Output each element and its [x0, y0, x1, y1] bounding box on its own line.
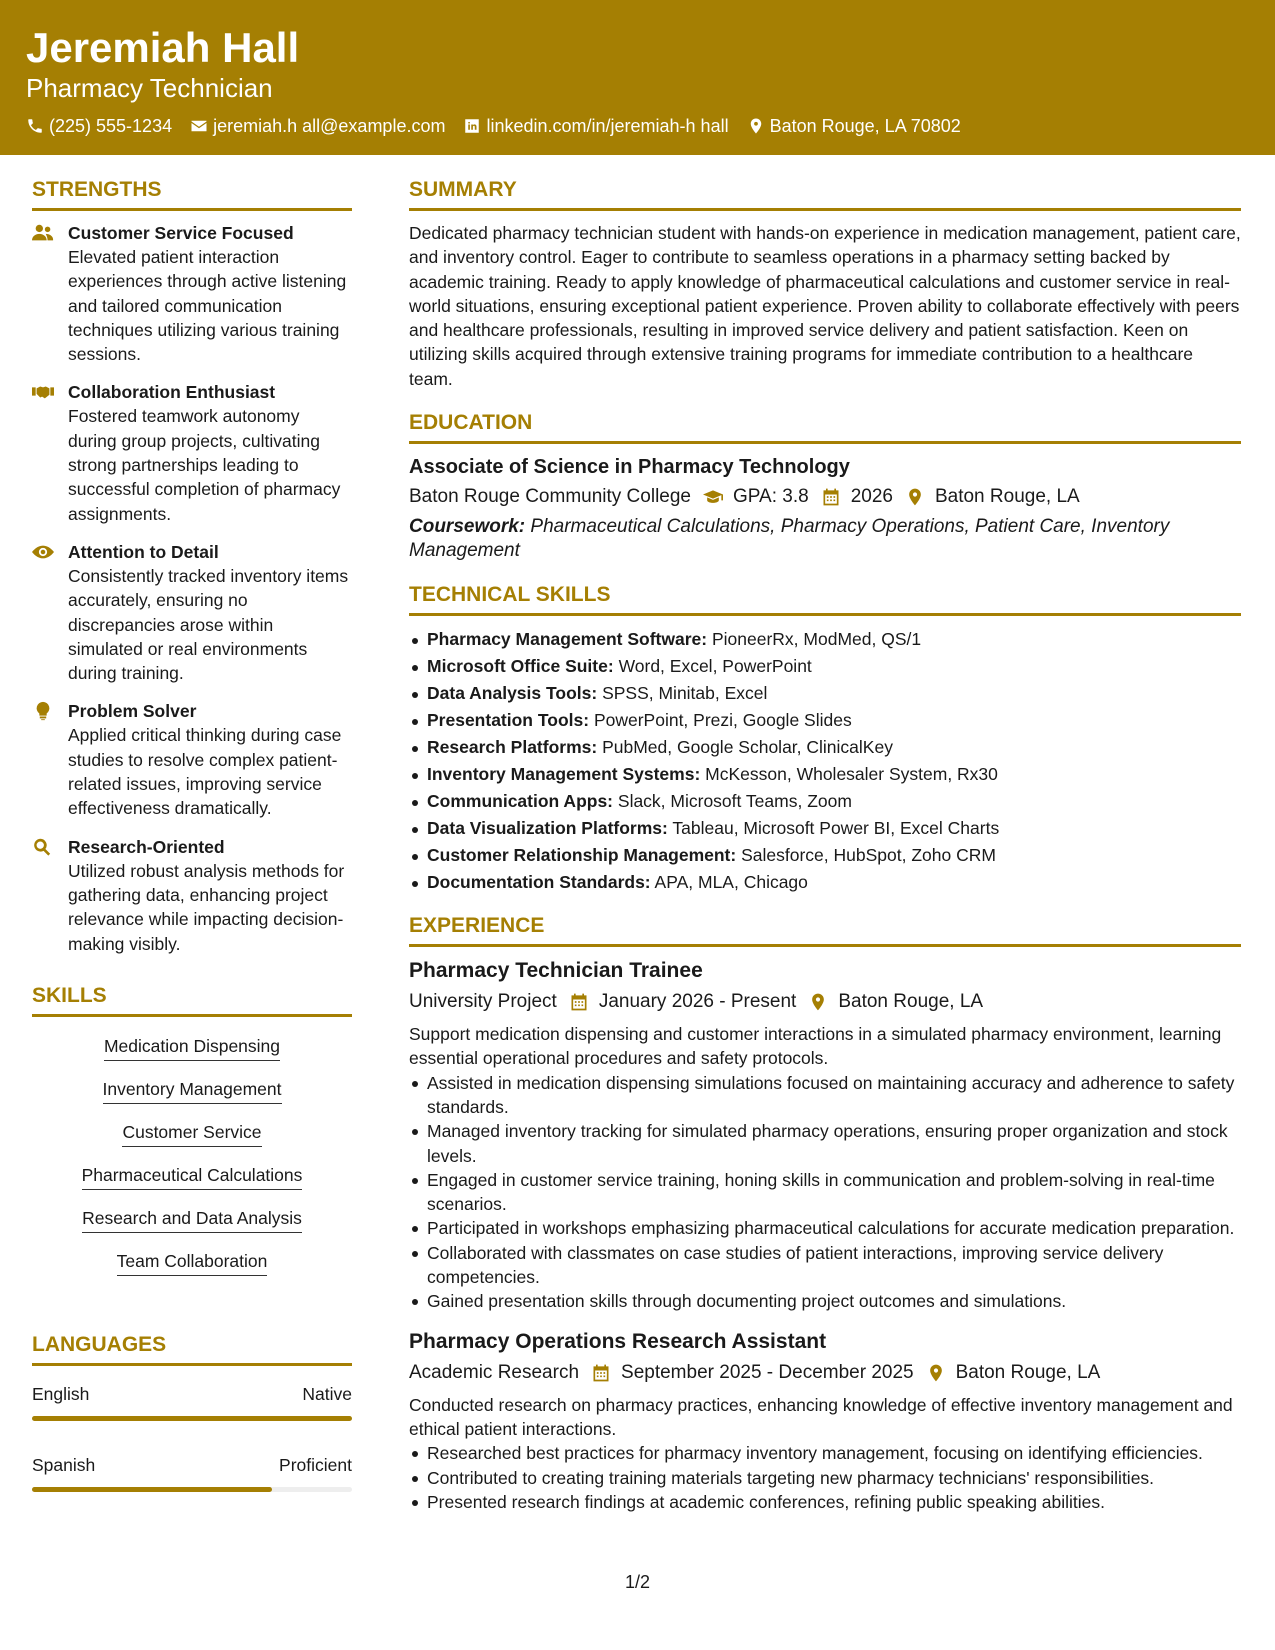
location-text: Baton Rouge, LA 70802 — [769, 116, 961, 136]
strength-title: Customer Service Focused — [68, 223, 294, 243]
list-item: Documentation Standards: APA, MLA, Chicago — [409, 869, 1241, 896]
job-meta — [409, 988, 1241, 1016]
strength-title: Research-Oriented — [68, 836, 225, 857]
skills-list — [32, 1027, 352, 1285]
calendar-icon — [591, 1363, 611, 1383]
job-location: Baton Rouge, LA — [838, 991, 984, 1013]
language-name: Spanish — [32, 1454, 96, 1475]
right-column — [409, 176, 1241, 1528]
list-item: Research Platforms: PubMed, Google Scholar, ClinicalKey — [409, 734, 1241, 761]
strength-title: Problem Solver — [68, 701, 197, 722]
job-bullets — [409, 1071, 1241, 1314]
strength-item — [32, 835, 352, 956]
resume-header — [0, 0, 1275, 155]
skill-tag: Medication Dispensing — [104, 1035, 280, 1061]
job-title: Pharmacy Operations Research Assistant — [409, 1329, 827, 1353]
list-item: Communication Apps: Slack, Microsoft Teams, Zoom — [409, 788, 1241, 815]
summary-text: Dedicated pharmacy technician student with hands-on experience in medication management, patient care, and inventory control. Eager to contribute to seamless operations in a pharmacy setting backed by academic training. Ready to apply knowledge of pharmaceutical calculations and customer service in real-world situations, ensuring exceptional patient experience. Proven ability to collaborate effectively with peers and healthcare professionals, resulting in improved service delivery and patient satisfaction. Keen on utilizing skills acquired through extensive training programs for immediate contribution to a healthcare team. — [409, 223, 1241, 389]
list-item: Researched best practices for pharmacy inventory management, focusing on identifying efficiencies. — [409, 1441, 1241, 1465]
list-item: Presented research findings at academic conferences, refining public speaking abilities. — [409, 1490, 1241, 1514]
language-level: Proficient — [279, 1454, 352, 1475]
left-column — [32, 176, 352, 1492]
lightbulb-icon — [32, 701, 54, 721]
strength-desc: Consistently tracked inventory items accurately, ensuring no discrepancies arose within simulated or real environments during training. — [68, 565, 349, 684]
strength-desc: Fostered teamwork autonomy during group projects, cultivating strong partnerships leading to successful completion of pharmacy assignments. — [68, 406, 341, 524]
strength-item — [32, 540, 352, 685]
phone-icon — [26, 117, 44, 135]
education-meta — [409, 483, 1241, 511]
users-icon — [32, 223, 54, 243]
job-org: University Project — [409, 991, 557, 1013]
calendar-icon — [569, 992, 589, 1012]
contact-bar — [26, 114, 1249, 138]
job-title: Pharmacy Technician Trainee — [409, 959, 703, 983]
list-item: Microsoft Office Suite: Word, Excel, PowerPoint — [409, 653, 1241, 680]
email-text: jeremiah.h all@example.com — [213, 116, 446, 136]
strength-title: Collaboration Enthusiast — [68, 382, 276, 403]
candidate-title: Pharmacy Technician — [26, 73, 273, 103]
page-number: 1/2 — [624, 1572, 651, 1592]
strength-desc: Utilized robust analysis methods for gathering data, enhancing project relevance while impacting decision-making visibly. — [68, 860, 345, 954]
school-name: Baton Rouge Community College — [409, 486, 691, 508]
coursework — [409, 515, 1241, 563]
contact-location — [747, 114, 961, 138]
experience-heading: EXPERIENCE — [409, 912, 1241, 947]
skill-tag: Team Collaboration — [117, 1250, 268, 1276]
degree-title: Associate of Science in Pharmacy Technology — [409, 456, 850, 479]
job-description: Support medication dispensing and customer interactions in a simulated pharmacy environment, learning essential operational procedures and safety protocols. — [409, 1024, 1222, 1069]
strength-title: Attention to Detail — [68, 541, 219, 562]
list-item: Assisted in medication dispensing simulations focused on maintaining accuracy and adherence to safety standards. — [409, 1071, 1241, 1120]
job-location: Baton Rouge, LA — [955, 1361, 1101, 1383]
list-item: Engaged in customer service training, honing skills in communication and problem-solving in real-time scenarios. — [409, 1168, 1241, 1217]
map-pin-icon — [808, 992, 828, 1012]
skill-tag: Customer Service — [122, 1121, 261, 1147]
coursework-label: Coursework: — [409, 516, 526, 538]
skill-tag: Inventory Management — [103, 1078, 282, 1104]
list-item: Managed inventory tracking for simulated pharmacy operations, ensuring proper organization and stock levels. — [409, 1119, 1241, 1168]
linkedin-text: linkedin.com/in/jeremiah-h hall — [486, 116, 729, 136]
strength-item — [32, 380, 352, 525]
job-entry — [409, 957, 1241, 1314]
job-bullets — [409, 1441, 1241, 1514]
language-level: Native — [302, 1383, 352, 1404]
job-dates: January 2026 - Present — [598, 991, 797, 1013]
strengths-heading: STRENGTHS — [32, 176, 352, 211]
list-item: Customer Relationship Management: Salesforce, HubSpot, Zoho CRM — [409, 842, 1241, 869]
technical-skills-heading: TECHNICAL SKILLS — [409, 581, 1241, 616]
job-meta — [409, 1359, 1241, 1387]
job-entry — [409, 1328, 1241, 1514]
contact-linkedin[interactable] — [463, 114, 728, 138]
language-item — [32, 1382, 352, 1421]
language-proficiency-bar — [32, 1487, 352, 1492]
education-heading: EDUCATION — [409, 409, 1241, 444]
contact-phone — [26, 114, 172, 138]
graduation-year: 2026 — [850, 486, 893, 508]
list-item: Gained presentation skills through documenting project outcomes and simulations. — [409, 1289, 1241, 1313]
linkedin-icon — [463, 117, 481, 135]
graduation-cap-icon — [703, 487, 723, 507]
job-description: Conducted research on pharmacy practices, enhancing knowledge of effective inventory management and ethical patient interactions. — [409, 1394, 1233, 1439]
map-pin-icon — [926, 1363, 946, 1383]
list-item: Data Analysis Tools: SPSS, Minitab, Excel — [409, 680, 1241, 707]
coursework-text: Pharmaceutical Calculations, Pharmacy Operations, Patient Care, Inventory Management — [409, 516, 1170, 562]
strength-item — [32, 221, 352, 366]
job-org: Academic Research — [409, 1361, 580, 1383]
list-item: Pharmacy Management Software: PioneerRx, ModMed, QS/1 — [409, 626, 1241, 653]
strength-desc: Elevated patient interaction experiences through active listening and tailored communication techniques utilizing various training sessions. — [68, 247, 347, 365]
technical-skills-list — [409, 626, 1241, 896]
calendar-icon — [821, 487, 841, 507]
candidate-name: Jeremiah Hall — [26, 24, 300, 71]
envelope-icon — [190, 117, 208, 135]
map-pin-icon — [905, 487, 925, 507]
languages-heading: LANGUAGES — [32, 1331, 352, 1366]
language-item — [32, 1453, 352, 1492]
map-pin-icon — [747, 117, 765, 135]
list-item: Contributed to creating training materials targeting new pharmacy technicians' responsibilities. — [409, 1466, 1241, 1490]
list-item: Participated in workshops emphasizing pharmaceutical calculations for accurate medication preparation. — [409, 1216, 1241, 1240]
strength-item — [32, 699, 352, 820]
summary-heading: SUMMARY — [409, 176, 1241, 211]
eye-icon — [32, 542, 54, 562]
job-dates: September 2025 - December 2025 — [621, 1361, 914, 1383]
language-proficiency-bar — [32, 1416, 352, 1421]
skills-heading: SKILLS — [32, 982, 352, 1017]
school-location: Baton Rouge, LA — [934, 486, 1080, 508]
language-name: English — [32, 1383, 90, 1404]
contact-email[interactable] — [190, 114, 445, 138]
list-item: Data Visualization Platforms: Tableau, Microsoft Power BI, Excel Charts — [409, 815, 1241, 842]
handshake-icon — [32, 382, 54, 402]
search-icon — [32, 837, 54, 857]
phone-text: (225) 555-1234 — [49, 116, 173, 136]
skill-tag: Research and Data Analysis — [82, 1207, 302, 1233]
list-item: Inventory Management Systems: McKesson, Wholesaler System, Rx30 — [409, 761, 1241, 788]
strength-desc: Applied critical thinking during case studies to resolve complex patient-related issues, improving service effectiveness dramatically. — [68, 725, 342, 819]
skill-tag: Pharmaceutical Calculations — [82, 1164, 303, 1190]
gpa: GPA: 3.8 — [733, 486, 809, 508]
list-item: Presentation Tools: PowerPoint, Prezi, Google Slides — [409, 707, 1241, 734]
list-item: Collaborated with classmates on case studies of patient interactions, improving service delivery competencies. — [409, 1241, 1241, 1290]
